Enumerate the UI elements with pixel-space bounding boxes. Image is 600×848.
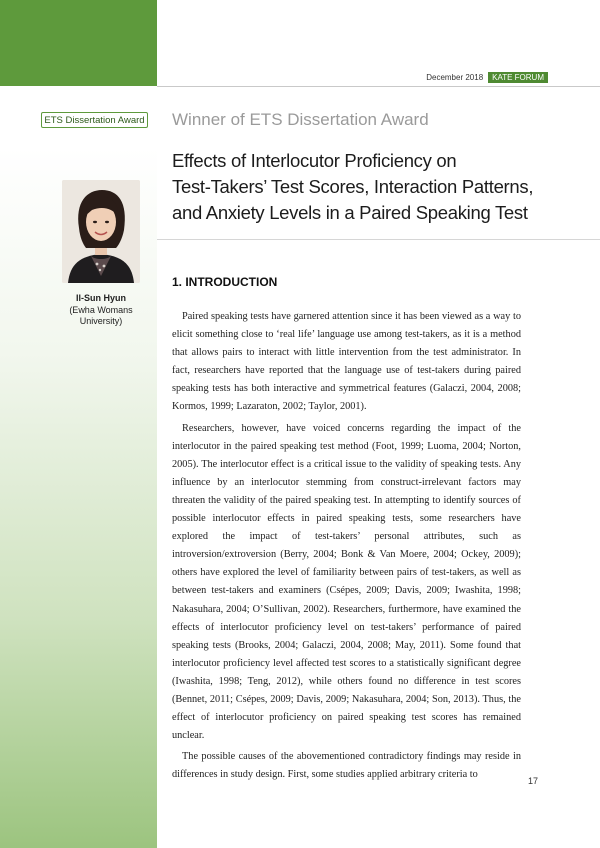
page-number: 17 xyxy=(527,776,538,786)
sidebar-top-band xyxy=(0,0,157,86)
issue-date: December 2018 xyxy=(426,73,484,82)
author-portrait-photo xyxy=(62,180,140,283)
forum-label: KATE FORUM xyxy=(488,72,548,83)
title-divider xyxy=(157,239,600,240)
header-divider xyxy=(157,86,600,87)
title-line: Test-Takers’ Test Scores, Interaction Patterns, xyxy=(172,176,534,197)
title-line: Effects of Interlocutor Proficiency on xyxy=(172,150,457,171)
body-paragraph: Paired speaking tests have garnered attention since it has been viewed as a way to elicit something close to ‘real life’ language use among test-takers, as it is a method that allows pairs to interact with little intervention from the test administrator. In fact, researchers have reported that the language use of test-takers during paired speaking tests has both interactive and symmetrical features (Galaczi, 2004, 2008; Kormos, 1999; Lazaraton, 2002; Taylor, 2001). xyxy=(172,311,521,413)
title-line: and Anxiety Levels in a Paired Speaking Test xyxy=(172,202,528,223)
body-paragraph: Researchers, however, have voiced concerns regarding the impact of the interlocutor in the paired speaking test method (Foot, 1999; Luoma, 2004; Norton, 2005). The interlocutor effect is a critical issue to the validity of speaking tests. Any influence by an interlocutor stemming from construct-irrelevant factors may threaten the validity of the paired speaking test. In attempting to identify sources of possible interlocutor effects in paired speaking tests, some researchers have explored the impact of test-takers’ personal attributes, such as introversion/extroversion (Berry, 2004; Bonk & Van Moere, 2004; Ockey, 2009); others have explored the level of familiarity between pairs of test-takers, as well as between test-takers and examiners (Csépes, 2009; Davis, 2009; Iwashita, 1998; Nakasuhara, 2004; O’Sullivan, 2002). Researchers, furthermore, have examined the effects of interlocutor proficiency level on test-takers’ performance of paired speaking tests (Brooks, 2004; Galaczi, 2004, 2008; May, 2011). Some found that interlocutor proficiency level affected test scores to a statistically significant degree (Iwashita, 1998; Teng, 2012), while others found no difference in test scores (Bennet, 2011; Csépes, 2009; Davis, 2009; Nakasuhara, 2004; Son, 2013). Thus, the effect of interlocutor proficiency on paired speaking test scores has remained unclear. xyxy=(172,422,521,742)
award-heading: Winner of ETS Dissertation Award xyxy=(172,110,429,129)
author-affiliation: (Ewha Womans University) xyxy=(69,305,133,326)
body-paragraph: The possible causes of the abovementioned contradictory findings may reside in differences in study design. First, some studies applied arbitrary criteria to xyxy=(172,751,521,781)
author-name: Il-Sun Hyun xyxy=(76,293,126,303)
award-badge xyxy=(41,112,148,128)
award-badge-label: ETS Dissertation Award xyxy=(44,114,145,126)
masthead xyxy=(426,72,548,83)
author-portrait-icon xyxy=(62,180,140,283)
section-heading: 1. INTRODUCTION xyxy=(172,275,278,289)
article-body xyxy=(172,308,521,787)
article-title xyxy=(172,148,592,226)
